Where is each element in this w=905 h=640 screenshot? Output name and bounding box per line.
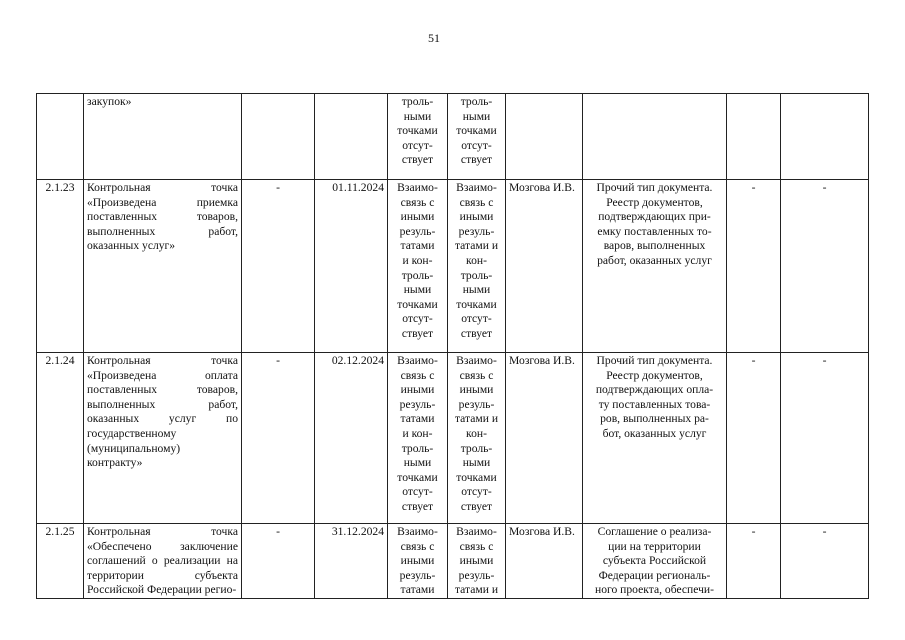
- table-row: [37, 353, 869, 524]
- row-responsible: Мозгова И.В.: [506, 180, 583, 353]
- row-col10: -: [781, 353, 869, 524]
- row-next-link: Взаимо- связь с иными резуль- татами и кон- троль- ными точками отсут- ствует: [448, 180, 506, 353]
- row-end-date: 01.11.2024: [315, 180, 388, 353]
- row-col9: -: [727, 524, 781, 599]
- row-end-date: 31.12.2024: [315, 524, 388, 599]
- row-col10: -: [781, 180, 869, 353]
- row-name: Контрольная точка «Произведена приемка поставленных товаров, выполненных работ, оказанных услуг»: [84, 180, 242, 353]
- row-result: Прочий тип документа. Реестр документов, подтверждающих опла- ту поставленных това- ров, выполненных ра- бот, оказанных услуг: [583, 353, 727, 524]
- row-result: [583, 94, 727, 180]
- row-prev-link: троль- ными точками отсут- ствует: [388, 94, 448, 180]
- row-responsible: Мозгова И.В.: [506, 353, 583, 524]
- row-prev-link: Взаимо- связь с иными резуль- татами и кон- троль- ными точками отсут- ствует: [388, 180, 448, 353]
- row-end-date: [315, 94, 388, 180]
- row-col10: -: [781, 524, 869, 599]
- page-number: 51: [428, 31, 440, 45]
- row-start: -: [242, 180, 315, 353]
- row-number: 2.1.24: [37, 353, 84, 524]
- row-next-link: Взаимо- связь с иными резуль- татами и: [448, 524, 506, 599]
- row-start: -: [242, 524, 315, 599]
- row-col10: [781, 94, 869, 180]
- row-start: -: [242, 353, 315, 524]
- row-prev-link: Взаимо- связь с иными резуль- татами и кон- троль- ными точками отсут- ствует: [388, 353, 448, 524]
- row-start: [242, 94, 315, 180]
- table-row: [37, 94, 869, 180]
- row-responsible: [506, 94, 583, 180]
- control-points-table: [36, 93, 869, 599]
- row-next-link: троль- ными точками отсут- ствует: [448, 94, 506, 180]
- row-number: 2.1.23: [37, 180, 84, 353]
- row-result: Соглашение о реализа- ции на территории субъекта Российской Федерации региональ- ного проекта, обеспечи-: [583, 524, 727, 599]
- table-row: [37, 180, 869, 353]
- row-name: Контрольная точка «Обеспечено заключение соглашений о реализации на территории субъекта Российской Федерации регио-: [84, 524, 242, 599]
- table-row: [37, 524, 869, 599]
- row-responsible: Мозгова И.В.: [506, 524, 583, 599]
- row-end-date: 02.12.2024: [315, 353, 388, 524]
- row-col9: [727, 94, 781, 180]
- row-number: [37, 94, 84, 180]
- row-prev-link: Взаимо- связь с иными резуль- татами: [388, 524, 448, 599]
- row-number: 2.1.25: [37, 524, 84, 599]
- row-name: Контрольная точка «Произведена оплата поставленных товаров, выполненных работ, оказанных услуг по государственному (муниципальному) контракту»: [84, 353, 242, 524]
- row-col9: -: [727, 353, 781, 524]
- row-next-link: Взаимо- связь с иными резуль- татами и кон- троль- ными точками отсут- ствует: [448, 353, 506, 524]
- row-result: Прочий тип документа. Реестр документов, подтверждающих при- емку поставленных то- варов, выполненных работ, оказанных услуг: [583, 180, 727, 353]
- row-col9: -: [727, 180, 781, 353]
- row-name: закупок»: [84, 94, 242, 180]
